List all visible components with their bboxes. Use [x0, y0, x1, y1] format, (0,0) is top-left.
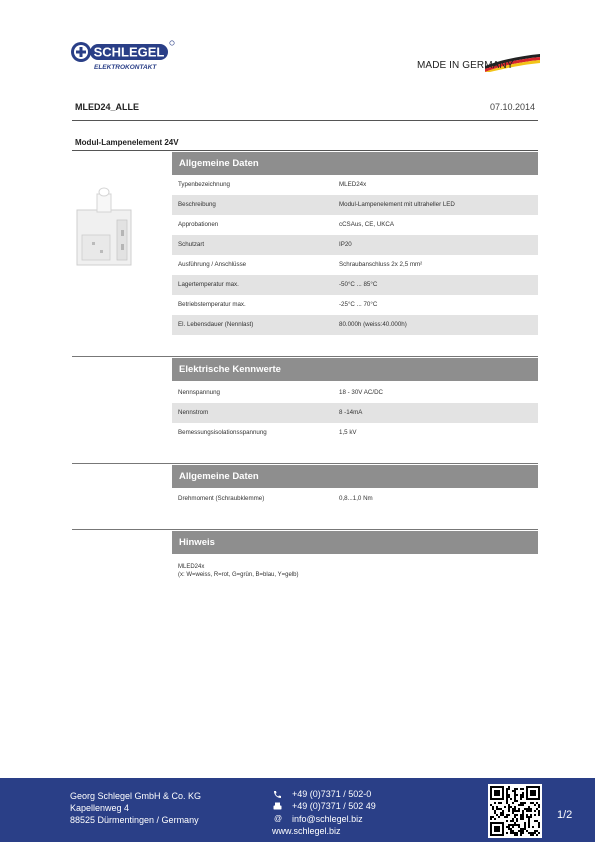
spec-value: 0,8...1,0 Nm — [339, 495, 373, 502]
note-line-2: (x: W=weiss, R=rot, G=grün, B=blau, Y=gelb) — [178, 572, 299, 578]
spec-row — [172, 235, 538, 255]
spec-key: Typenbezeichnung — [178, 181, 230, 188]
footer-email[interactable]: info@schlegel.biz — [292, 814, 363, 824]
section-electrical-header: Elektrische Kennwerte — [172, 358, 538, 381]
spec-row — [172, 215, 538, 235]
footer-city: 88525 Dürmentingen / Germany — [70, 815, 199, 825]
section-note-header: Hinweis — [172, 531, 538, 554]
section-divider — [72, 529, 538, 530]
spec-row — [172, 175, 538, 195]
spec-key: Nennstrom — [178, 409, 209, 416]
spec-key: Schutzart — [178, 241, 205, 248]
spec-value: 8 -14mA — [339, 409, 363, 416]
spec-value: cCSAus, CE, UKCA — [339, 221, 395, 228]
spec-value: Schraubanschluss 2x 2,5 mm² — [339, 261, 423, 268]
logo-subtitle: ELEKTROKONTAKT — [94, 64, 157, 71]
page-number: 1/2 — [557, 809, 573, 821]
note-line-1: MLED24x — [178, 564, 205, 570]
spec-key: Lagertemperatur max. — [178, 281, 239, 288]
email-icon: @ — [273, 814, 283, 823]
title-divider — [72, 150, 538, 151]
schlegel-logo — [70, 38, 180, 74]
made-in-germany: MADE IN GERMANY — [417, 60, 514, 71]
spec-value: MLED24x — [339, 181, 367, 188]
footer-street: Kapellenweg 4 — [70, 803, 130, 813]
product-title: Modul-Lampenelement 24V — [75, 138, 179, 147]
phone-icon — [273, 790, 282, 798]
spec-key: Drehmoment (Schraubklemme) — [178, 495, 265, 502]
spec-key: Beschreibung — [178, 201, 216, 208]
document-date: 07.10.2014 — [489, 102, 535, 112]
spec-row — [172, 383, 538, 403]
spec-value: 80.000h (weiss:40.000h) — [339, 321, 407, 328]
logo-brand: SCHLEGEL — [93, 44, 165, 60]
spec-row — [172, 423, 538, 443]
spec-row — [172, 489, 538, 509]
fax-icon — [273, 802, 282, 810]
spec-value: -50°C ... 85°C — [339, 281, 378, 288]
footer-website[interactable]: www.schlegel.biz — [272, 826, 341, 836]
spec-key: Ausführung / Anschlüsse — [178, 261, 247, 268]
spec-row — [172, 315, 538, 335]
footer-company: Georg Schlegel GmbH & Co. KG — [70, 791, 202, 801]
spec-key: Approbationen — [178, 221, 219, 228]
document-id: MLED24_ALLE — [75, 102, 140, 112]
spec-row — [172, 295, 538, 315]
section-general-header: Allgemeine Daten — [172, 152, 538, 175]
spec-row — [172, 403, 538, 423]
spec-key: Nennspannung — [178, 389, 220, 396]
footer — [0, 778, 595, 842]
spec-row — [172, 275, 538, 295]
spec-key: Betriebstemperatur max. — [178, 301, 246, 308]
spec-key: Bemessungsisolationsspannung — [178, 429, 267, 436]
footer-fax: +49 (0)7371 / 502 49 — [292, 801, 376, 811]
product-image — [72, 180, 152, 270]
spec-value: 1,5 kV — [339, 429, 357, 436]
header-divider — [72, 120, 538, 121]
section-divider — [72, 463, 538, 464]
footer-phone: +49 (0)7371 / 502-0 — [292, 789, 372, 799]
spec-value: IP20 — [339, 241, 352, 248]
qr-code-icon — [488, 784, 542, 838]
section-divider — [72, 356, 538, 357]
spec-value: Modul-Lampenelement mit ultraheller LED — [339, 201, 455, 208]
spec-value: 18 - 30V AC/DC — [339, 389, 384, 396]
spec-key: El. Lebensdauer (Nennlast) — [178, 321, 254, 328]
spec-row — [172, 195, 538, 215]
spec-row — [172, 255, 538, 275]
section-general2-header: Allgemeine Daten — [172, 465, 538, 488]
spec-value: -25°C ... 70°C — [339, 301, 378, 308]
